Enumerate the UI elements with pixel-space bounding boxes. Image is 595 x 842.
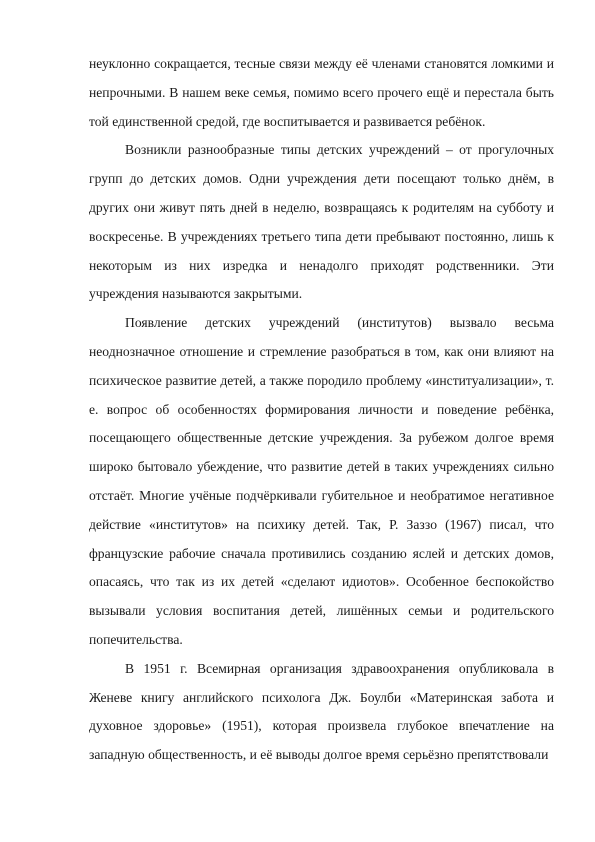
paragraph-institutionalization: Появление детских учреждений (институтов) вызвало весьма неоднозначное отношение и стремление разобраться в том, как они влияют на психическое развитие детей, а также породило проблему «институализации», т. е. вопрос об особенностях формирования личности и поведение ребёнка, посещающего общественные детские учреждения. За рубежом долгое время широко бытовало убеждение, что развитие детей в таких учреждениях сильно отстаёт. Многие учёные подчёркивали губительное и необратимое негативное действие «институтов» на психику детей. Так, Р. Заззо (1967) писал, что французские рабочие сначала противились созданию яслей и детских домов, опасаясь, что так из их детей «сделают идиотов». Особенное беспокойство вызывали условия воспитания детей, лишённых семьи и родительского попечительства. (89, 315, 554, 647)
paragraph-continuation: неуклонно сокращается, тесные связи между её членами становятся ломкими и непрочными. В нашем веке семья, помимо всего прочего ещё и перестала быть той единственной средой, где воспитывается и развивается ребёнок. (89, 56, 554, 129)
paragraph-who-1951: В 1951 г. Всемирная организация здравоохранения опубликовала в Женеве книгу английского психолога Дж. Боулби «Материнская забота и духовное здоровье» (1951), которая произвела глубокое впечатление на западную общественность, и её выводы долгое время серьёзно препятствовали (89, 660, 554, 763)
paragraph-institution-types: Возникли разнообразные типы детских учреждений – от прогулочных групп до детских домов. Одни учреждения дети посещают только днём, в других они живут пять дней в неделю, возвращаясь к родителям на субботу и воскресенье. В учреждениях третьего типа дети пребывают постоянно, лишь к некоторым из них изредка и ненадолго приходят родственники. Эти учреждения называются закрытыми. (89, 142, 554, 302)
body-text (89, 50, 554, 770)
